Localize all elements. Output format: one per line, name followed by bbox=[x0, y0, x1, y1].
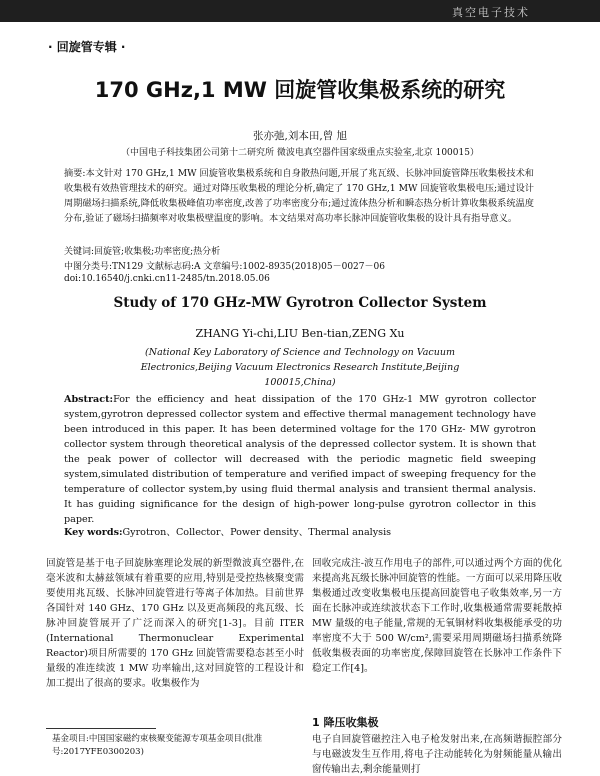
paper-title-cn: 170 GHz,1 MW 回旋管收集极系统的研究 bbox=[94, 78, 506, 102]
keywords-cn: 关键词:回旋管;收集极;功率密度;热分析 bbox=[64, 247, 221, 257]
section-1-body: 电子自回旋管磁控注入电子枪发射出来,在高频谐振腔部分与电磁波发生互作用,将电子注动能转化为射频能量从输出窗传输出去,剩余能量则打 bbox=[312, 734, 562, 775]
keywords-en-label: Key words: bbox=[64, 527, 123, 538]
affiliation-en: (National Key Laboratory of Science and Technology on Vacuum Electronics,Beijing Vacuum Electronics Research Institute,Beijing 100015,China) bbox=[140, 347, 460, 388]
authors-en: ZHANG Yi-chi,LIU Ben-tian,ZENG Xu bbox=[195, 327, 405, 340]
abstract-en-text: For the efficiency and heat dissipation of the 170 GHz-1 MW gyrotron collector system,gyrotron depressed collector system and effective thermal management technology have been introduced in this paper. It has been determined voltage for the 170 GHz- MW gyrotron collector system through theoretical analysis of the depressed collector system. It is shown that the peak power of collector will decreased with the periodic magnetic field sweeping system,simulated distribution of temperature and verified impact of sweeping frequency for the temperature of collector system,by using fluid thermal analysis and transient thermal analysis. It has guiding significance for the design of high-power long-pulse gyrotron collector in this paper. bbox=[64, 394, 536, 525]
affiliation-cn: （中国电子科技集团公司第十二研究所 微波电真空器件国家级重点实验室,北京 100015） bbox=[121, 148, 479, 158]
paper-title-en: Study of 170 GHz-MW Gyrotron Collector System bbox=[113, 295, 487, 311]
footnote-rule bbox=[46, 728, 156, 729]
journal-name: 真空电子技术 bbox=[452, 6, 530, 19]
authors-cn: 张亦弛,刘本田,曾 旭 bbox=[252, 130, 347, 142]
body-right-column: 回收完成注-波互作用电子的部件,可以通过两个方面的优化来提高兆瓦级长脉冲回旋管的性能。一方面可以采用降压收集极通过改变收集极电压提高回旋管电子收集效率,另一方面在长脉冲或连续波状态下工作时,收集极通常需要耗散掉 MW 量级的电子能量,常规的无氧铜材料收集极能承受的功率密度不大于 500 W/cm²,需要采用周期磁场扫描系统降低收集极表面的功率密度,保障回旋管在长脉冲工作条件下稳定工作[4]。 bbox=[312, 558, 562, 674]
classification-line: 中图分类号:TN129 文献标志码:A 文章编号:1002-8935(2018)05－0027－06 bbox=[64, 262, 385, 272]
doi-line: doi:10.16540/j.cnki.cn11-2485/tn.2018.05.06 bbox=[64, 274, 270, 284]
keywords-en bbox=[64, 524, 391, 538]
section-1-heading: 1 降压收集极 bbox=[312, 716, 379, 729]
abstract-cn: 摘要:本文针对 170 GHz,1 MW 回旋管收集极系统和自身散热问题,开展了兆瓦级、长脉冲回旋管降压收集极技术和收集极有效热管理技术的研究。通过对降压收集极的理论分析,确定了 170 GHz,1 MW 回旋管收集极电压;通过设计周期磁场扫描系统,降低收集极峰值功率密度,改善了功率密度分布;通过流体热分析和瞬态热分析计算收集极系统温度分布,验证了磁场扫描频率对收集极壁温度的影响。本文结果对高功率长脉冲回旋管收集极的设计具有指导意义。 bbox=[64, 168, 534, 224]
abstract-en bbox=[64, 392, 536, 527]
body-left-column: 回旋管是基于电子回旋脉塞理论发展的新型微波真空器件,在毫米波和太赫兹领域有着重要的应用,特别是受控热核聚变需要使用兆瓦级、长脉冲回旋管进行等离子体加热。目前世界各国针对 140 GHz、170 GHz 以及更高频段的兆瓦级、长脉冲回旋管展开了广泛而深入的研究[1-3]。目前 ITER (International Thermonuclear Experimental Reactor)项目所需要的 170 GHz 回旋管需要稳态甚至小时量级的准连续波 1 MW 功率输出,这对回旋管的工程设计和加工提出了很高的要求。收集极作为 bbox=[46, 558, 304, 689]
abstract-en-label: Abstract: bbox=[64, 394, 114, 405]
footnote: 基金项目:中国国家磁约束核聚变能源专项基金项目(批准号:2017YFE0300203) bbox=[52, 734, 263, 757]
section-label: · 回旋管专辑 · bbox=[48, 40, 126, 54]
keywords-en-text: Gyrotron、Collector、Power density、Thermal analysis bbox=[122, 527, 392, 538]
